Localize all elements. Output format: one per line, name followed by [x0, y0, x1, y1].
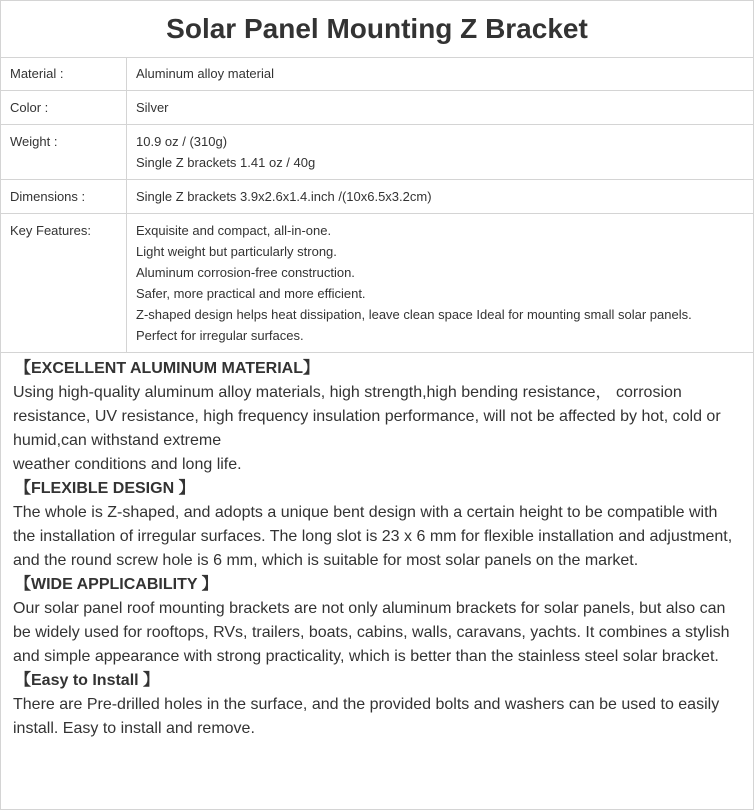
section-heading-excellent: 【EXCELLENT ALUMINUM MATERIAL】 [15, 360, 319, 377]
section-heading-flexible: 【FLEXIBLE DESIGN 】 [15, 480, 195, 497]
weight-line: 10.9 oz / (310g) [136, 134, 228, 149]
spec-value: Silver [127, 91, 754, 125]
spec-row-key-features [1, 214, 753, 353]
section-heading-easy: 【Easy to Install 】 [15, 672, 160, 689]
spec-value [127, 125, 754, 180]
spec-label: Key Features: [1, 214, 127, 353]
description-block [1, 352, 753, 741]
spec-row-dimensions [1, 180, 753, 214]
spec-label: Material : [1, 58, 127, 91]
spec-value [127, 214, 754, 353]
section-body-flexible: The whole is Z-shaped, and adopts a unique bent design with a certain height to be compatible with the installation of irregular surfaces. The long slot is 23 x 6 mm for flexible installation and adjustment, and the round screw hole is 6 mm, which is suitable for most solar panels on the market. [13, 504, 733, 569]
spec-row-material [1, 58, 753, 91]
feature-line: Safer, more practical and more efficient. [136, 286, 366, 301]
section-body-easy: There are Pre-drilled holes in the surface, and the provided bolts and washers can be used to easily install. Easy to install and remove. [13, 696, 720, 737]
specs-table [1, 58, 753, 352]
feature-line: Exquisite and compact, all-in-one. [136, 223, 332, 238]
spec-row-weight [1, 125, 753, 180]
spec-label: Weight : [1, 125, 127, 180]
page-title: Solar Panel Mounting Z Bracket [1, 1, 753, 58]
section-body-wide: Our solar panel roof mounting brackets are not only aluminum brackets for solar panels, but also can be widely used for rooftops, RVs, trailers, boats, cabins, walls, caravans, yachts. It combines a stylish and simple appearance with strong practicality, which is better than the stainless steel solar bracket. [13, 600, 730, 665]
spec-label: Dimensions : [1, 180, 127, 214]
weight-line: Single Z brackets 1.41 oz / 40g [136, 155, 316, 170]
section-heading-wide: 【WIDE APPLICABILITY 】 [15, 576, 218, 593]
feature-line: Perfect for irregular surfaces. [136, 328, 304, 343]
spec-row-color [1, 91, 753, 125]
spec-value: Single Z brackets 3.9x2.6x1.4.inch /(10x6.5x3.2cm) [127, 180, 754, 214]
spec-label: Color : [1, 91, 127, 125]
feature-line: Aluminum corrosion-free construction. [136, 265, 355, 280]
feature-line: Z-shaped design helps heat dissipation, leave clean space Ideal for mounting small solar panels. [136, 307, 692, 322]
spec-value: Aluminum alloy material [136, 66, 274, 81]
section-body-excellent-2: weather conditions and long life. [13, 456, 242, 473]
feature-line: Light weight but particularly strong. [136, 244, 337, 259]
section-body-excellent: Using high-quality aluminum alloy materials, high strength,high bending resistance， corrosion resistance, UV resistance, high frequency insulation performance, will not be affected by hot, cold or humid,can withstand extreme [13, 384, 721, 449]
